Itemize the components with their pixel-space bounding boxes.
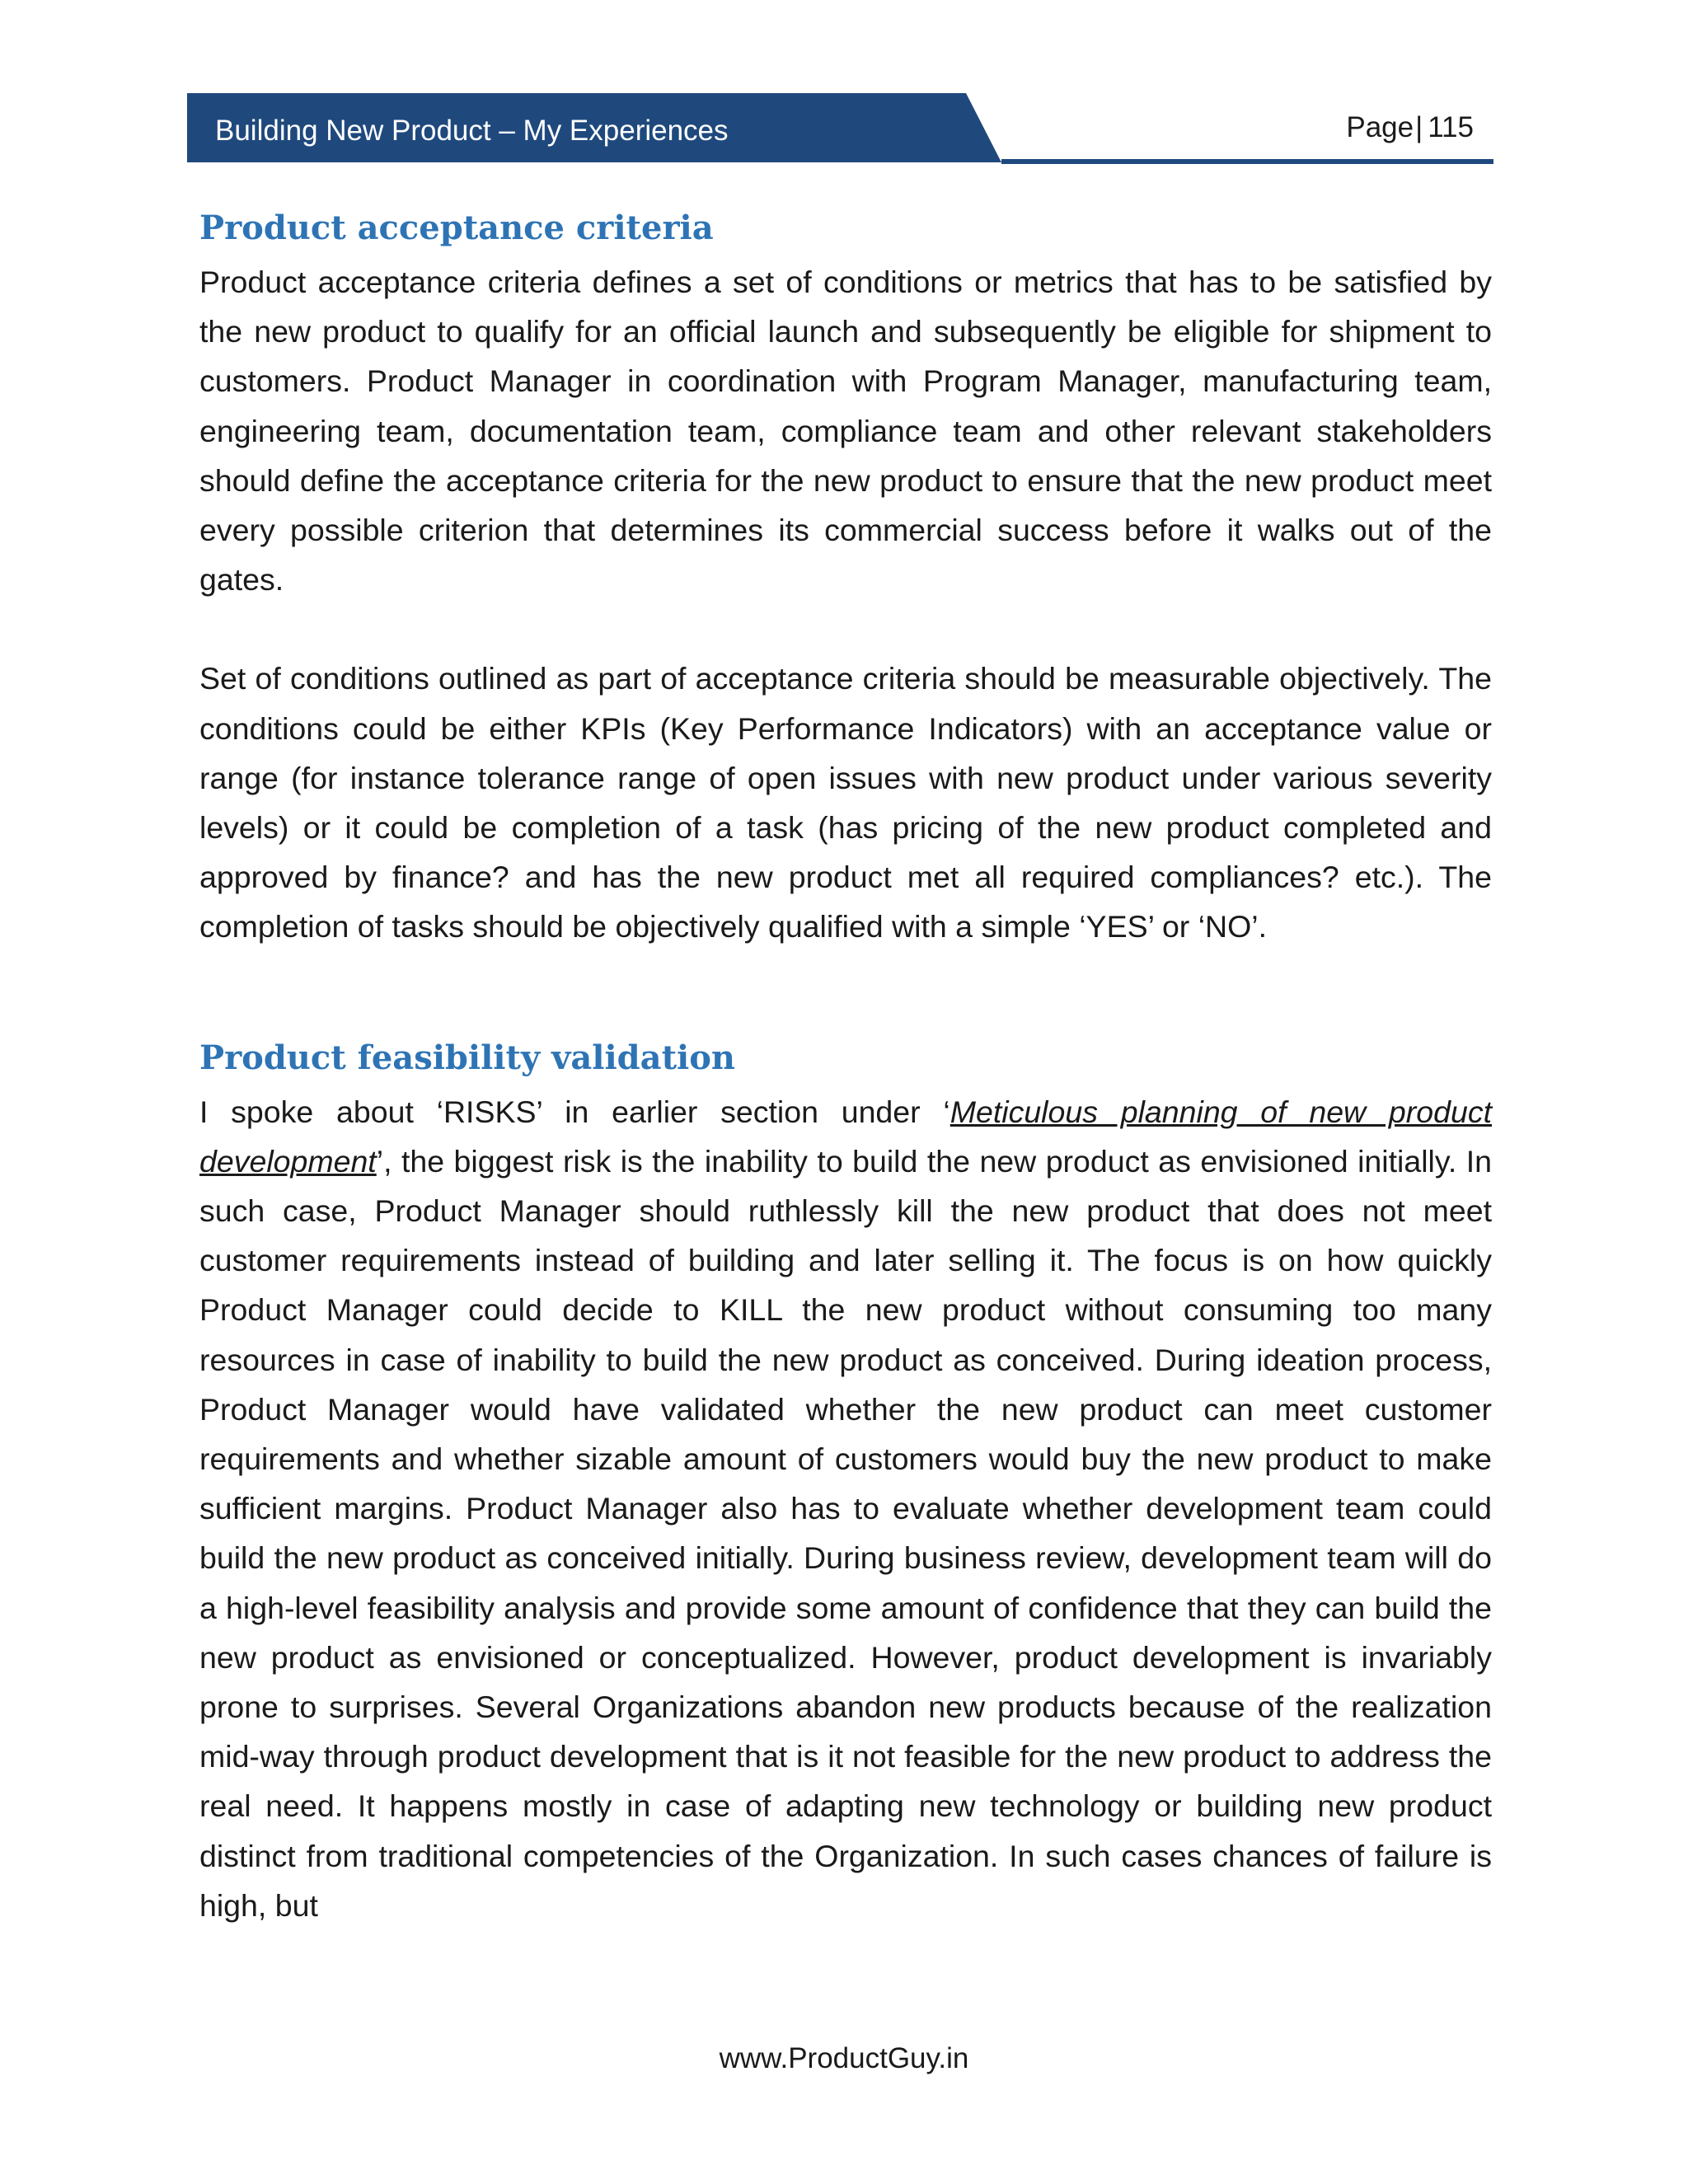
- page-header: [187, 93, 1493, 167]
- page-content: [199, 199, 1492, 1930]
- section-heading-acceptance: Product acceptance criteria: [199, 209, 714, 247]
- section-heading-feasibility: Product feasibility validation: [199, 1038, 735, 1077]
- footer-url[interactable]: www.ProductGuy.in: [719, 2042, 969, 2074]
- page-separator: |: [1415, 111, 1423, 143]
- page-number-label: [1346, 93, 1474, 162]
- section-reference-link[interactable]: Meticulous planning of new product development: [199, 1094, 1492, 1179]
- paragraph-rest: ’, the biggest risk is the inability to build the new product as envisioned initially. In such case, Product Manager should ruthlessly kill the new product that does not meet customer requirements instead of building and later selling it. The focus is on how quickly Product Manager could decide to KILL the new product without consuming too many resources in case of inability to build the new product as conceived. During ideation process, Product Manager would have validated whether the new product can meet customer requirements and whether sizable amount of customers would buy the new product to make sufficient margins. Product Manager also has to evaluate whether development team could build the new product as conceived initially. During business review, development team will do a high-level feasibility analysis and provide some amount of confidence that they can build the new product as envisioned or conceptualized. However, product development is invariably prone to surprises. Several Organizations abandon new products because of the realization mid-way through product development that is it not feasible for the new product to address the real need. It happens mostly in case of adapting new technology or building new product distinct from traditional competencies of the Organization. In such cases chances of failure is high, but: [199, 1143, 1492, 1923]
- paragraph-feasibility: [199, 1087, 1492, 1930]
- page-footer: [0, 2042, 1688, 2075]
- paragraph-acceptance-1: Product acceptance criteria defines a set of conditions or metrics that has to be satisfied by the new product to qualify for an official launch and subsequently be eligible for shipment to customers. Product Manager in coordination with Program Manager, manufacturing team, engineering team, documentation team, compliance team and other relevant stakeholders should define the acceptance criteria for the new product to ensure that the new product meet every possible criterion that determines its commercial success before it walks out of the gates.: [199, 265, 1492, 598]
- paragraph-acceptance-2: Set of conditions outlined as part of acceptance criteria should be measurable objectively. The conditions could be either KPIs (Key Performance Indicators) with an acceptance value or range (for instance tolerance range of open issues with new product under various severity levels) or it could be completion of a task (has pricing of the new product completed and approved by finance? and has the new product met all required compliances? etc.). The completion of tasks should be objectively qualified with a simple ‘YES’ or ‘NO’.: [199, 661, 1492, 944]
- page-label: Page: [1346, 111, 1414, 143]
- book-title: Building New Product – My Experiences: [215, 115, 729, 147]
- paragraph-lead: I spoke about ‘RISKS’ in earlier section under ‘: [199, 1094, 950, 1129]
- page-number: 115: [1428, 111, 1474, 143]
